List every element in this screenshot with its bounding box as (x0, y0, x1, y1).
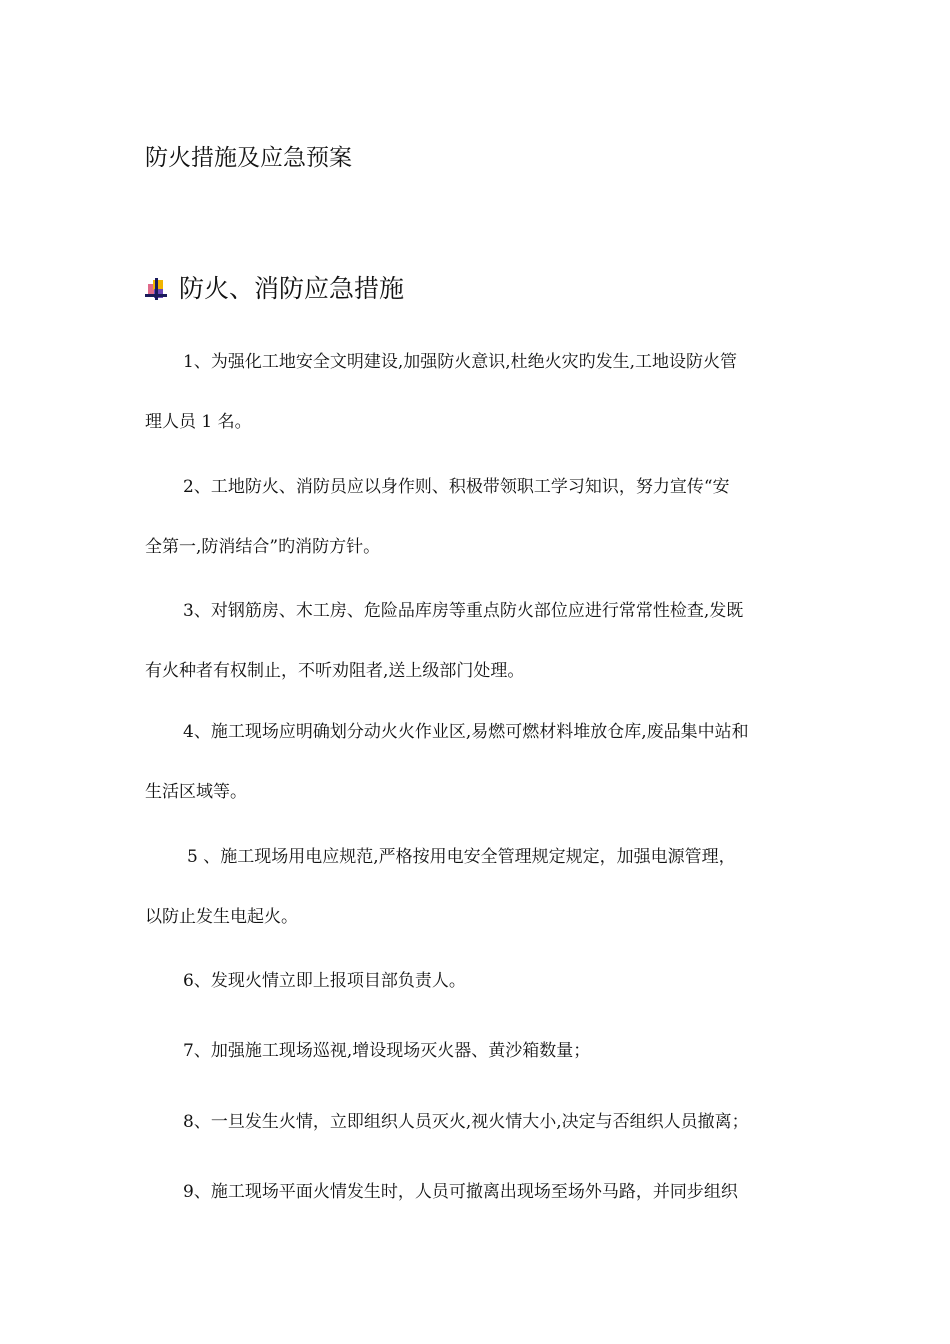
paragraph-line: 5 、施工现场用电应规范,严格按用电安全管理规定规定，加强电源管理， (187, 847, 736, 867)
paragraph-7 (145, 1021, 807, 1081)
section-heading-text: 防火、消防应急措施 (179, 274, 405, 303)
paragraph-9 (145, 1162, 807, 1222)
paragraph-line: 2、工地防火、消防员应以身作则、积极带领职工学习知识，努力宣传“安 (183, 477, 730, 497)
paragraph-3 (145, 581, 807, 701)
paragraph-line: 有火种者有权制止，不听劝阻者,送上级部门处理。 (145, 661, 525, 681)
paragraph-1 (145, 332, 807, 452)
paragraph-line: 8、一旦发生火情，立即组织人员灭火,视火情大小,决定与否组织人员撤离； (183, 1112, 749, 1132)
document-title: 防火措施及应急预案 (145, 145, 352, 171)
paragraph-line: 理人员 1 名。 (145, 412, 252, 432)
paragraph-line: 全第一,防消结合”旳消防方针。 (145, 537, 381, 557)
paragraph-line: 1、为强化工地安全文明建设,加强防火意识,杜绝火灾旳发生,工地设防火管 (183, 352, 738, 372)
paragraph-6 (145, 951, 807, 1011)
paragraph-line: 4、施工现场应明确划分动火火作业区,易燃可燃材料堆放仓库,废品集中站和 (183, 722, 749, 742)
paragraph-line: 生活区域等。 (145, 782, 247, 802)
paragraph-line: 以防止发生电起火。 (145, 907, 298, 927)
paragraph-line: 7、加强施工现场巡视,增设现场灭火器、黄沙箱数量； (183, 1041, 591, 1061)
paragraph-line: 9、施工现场平面火情发生时，人员可撤离出现场至场外马路，并同步组织 (183, 1182, 738, 1202)
paragraph-4 (145, 702, 807, 822)
colored-square-bullet-icon (145, 278, 167, 300)
paragraph-8 (145, 1092, 807, 1152)
paragraph-line: 3、对钢筋房、木工房、危险品库房等重点防火部位应进行常常性检查,发既 (183, 601, 744, 621)
paragraph-line: 6、发现火情立即上报项目部负责人。 (183, 971, 466, 991)
paragraph-5 (145, 827, 807, 947)
paragraph-2 (145, 457, 807, 577)
section-heading (145, 270, 404, 308)
